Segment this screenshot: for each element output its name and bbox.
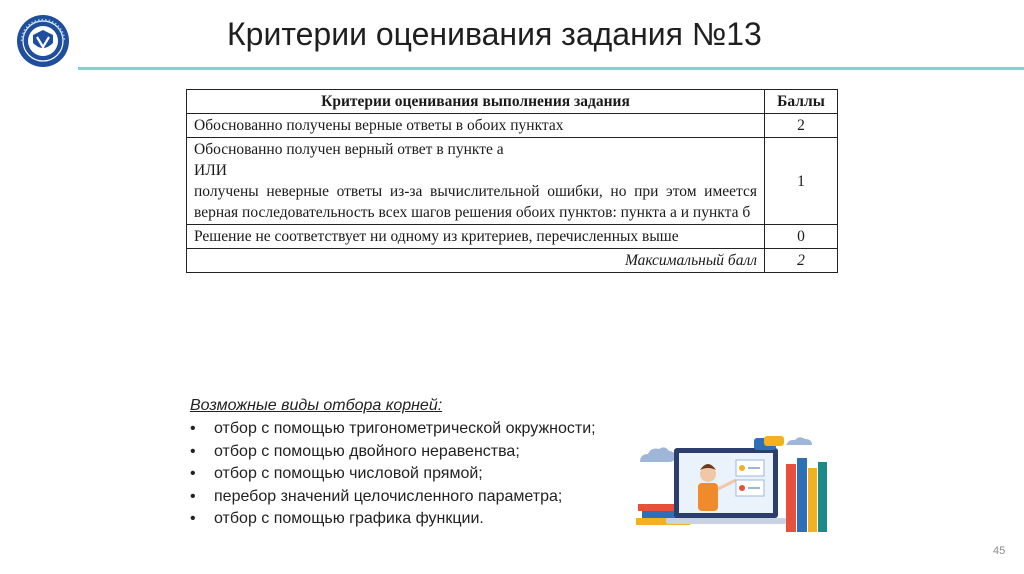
table-header-row	[187, 90, 838, 114]
methods-heading: Возможные виды отбора корней:	[190, 397, 443, 414]
page-title: Критерии оценивания задания №13	[227, 16, 762, 52]
score-column-header: Баллы	[765, 90, 838, 114]
criterion-text	[187, 138, 765, 225]
method-text: отбор с помощью двойного неравенства;	[214, 442, 520, 460]
table-row	[187, 225, 838, 249]
method-text: отбор с помощью числовой прямой;	[214, 465, 483, 482]
table-row	[187, 114, 838, 138]
list-item	[190, 441, 596, 464]
bullet: •	[190, 465, 196, 482]
bullet: •	[190, 442, 196, 460]
table-row	[187, 138, 838, 225]
criterion-line: Решение не соответствует ни одному из критериев, перечисленных выше	[194, 228, 679, 245]
list-item	[190, 418, 596, 441]
max-score-row	[187, 249, 838, 273]
university-emblem-icon	[16, 14, 70, 68]
method-text: перебор значений целочисленного параметра;	[214, 487, 563, 505]
method-text: отбор с помощью тригонометрической окружности;	[214, 420, 596, 437]
list-item	[190, 463, 596, 486]
root-selection-methods	[190, 397, 596, 531]
methods-list	[190, 418, 596, 531]
criterion-line: Обоснованно получены верные ответы в обоих пунктах	[194, 117, 564, 134]
score-cell: 0	[765, 225, 838, 249]
criterion-text	[187, 225, 765, 249]
title-divider	[78, 67, 1024, 70]
criteria-column-header: Критерии оценивания выполнения задания	[187, 90, 765, 114]
list-item	[190, 486, 596, 509]
score-cell: 1	[765, 138, 838, 225]
criterion-line: получены неверные ответы из-за вычислительной ошибки, но при этом имеется верная последовательность всех шагов решения обоих пунктов: пункта а и пункта б	[194, 183, 757, 221]
criterion-text	[187, 114, 765, 138]
max-score-value: 2	[765, 249, 838, 273]
bullet: •	[190, 420, 196, 437]
criterion-line: Обоснованно получен верный ответ в пункте а	[194, 141, 504, 158]
method-text: отбор с помощью графика функции.	[214, 510, 484, 527]
bullet: •	[190, 510, 196, 527]
criteria-table	[186, 89, 838, 273]
page-number: 45	[993, 545, 1006, 557]
bullet: •	[190, 487, 196, 505]
list-item	[190, 508, 596, 531]
max-score-label: Максимальный балл	[187, 249, 765, 273]
criterion-line: ИЛИ	[194, 162, 227, 179]
online-learning-illustration	[636, 434, 832, 536]
score-cell: 2	[765, 114, 838, 138]
